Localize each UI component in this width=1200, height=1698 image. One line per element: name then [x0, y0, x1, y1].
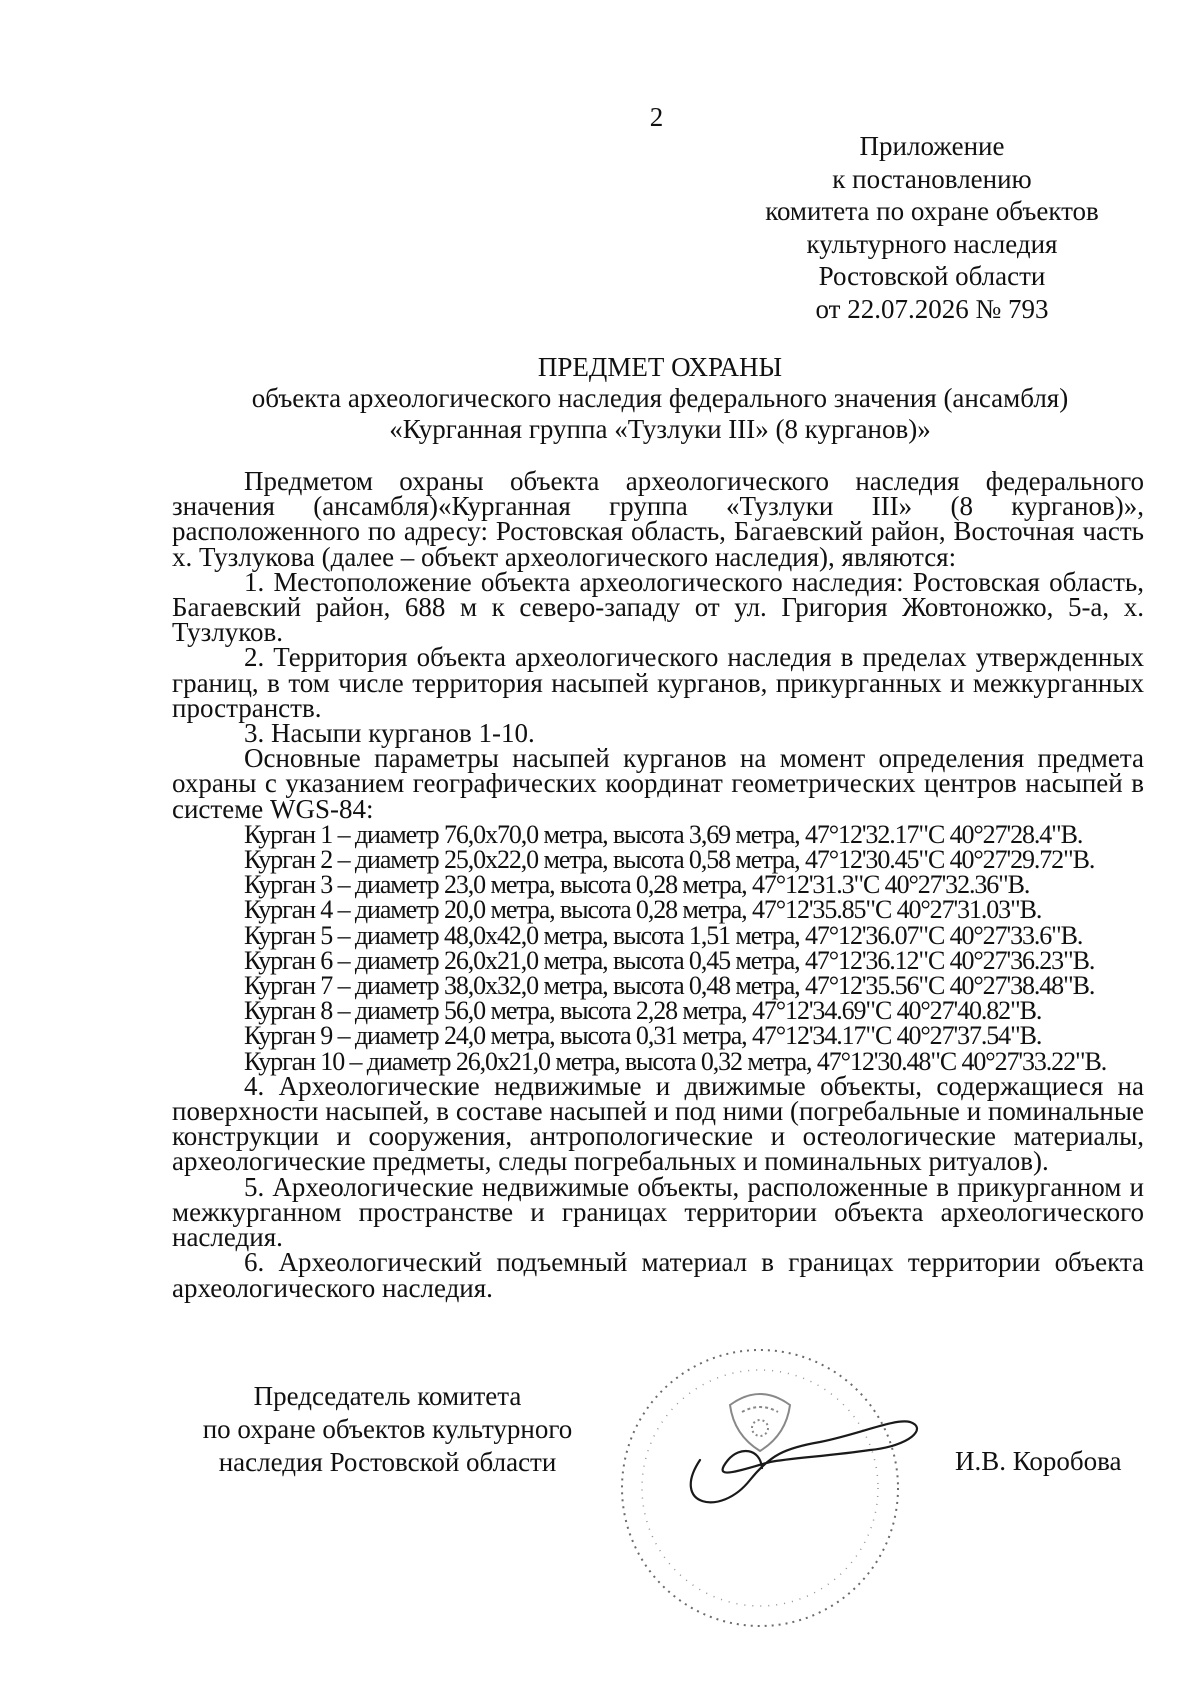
- appendix-date-number: от 22.07.2026 № 793: [815, 293, 1049, 324]
- kurgan-line: Курган 6 – диаметр 26,0х21,0 метра, высота 0,45 метра, 47°12'36.12"С 40°27'36.23"В.: [244, 945, 1095, 975]
- appendix-line: к постановлению: [832, 163, 1032, 194]
- kurgan-line: Курган 8 – диаметр 56,0 метра, высота 2,28 метра, 47°12'34.69"С 40°27'40.82"В.: [244, 996, 1042, 1026]
- signer-title-line: по охране объектов культурного: [202, 1414, 573, 1444]
- item-mounds: 3. Насыпи курганов 1-10.: [244, 718, 535, 749]
- appendix-line: комитета по охране объектов: [765, 196, 1099, 226]
- appendix-line: культурного наследия: [806, 228, 1058, 259]
- title-heading: ПРЕДМЕТ ОХРАНЫ: [537, 352, 783, 382]
- item-archaeological-objects: 4. Археологические недвижимые и движимые объекты, содержащиеся на поверхности насыпей, в составе насыпей и под ними (погребальные и поминальные конструкции и сооружения, антропологические и остеологические материалы, археологические предметы, следы погребальных и поминальных ритуалов).: [172, 1070, 1144, 1177]
- signer-title-line: наследия Ростовской области: [218, 1447, 557, 1477]
- page-number: 2: [649, 102, 664, 132]
- item-location: 1. Местоположение объекта археологического наследия: Ростовская область, Багаевский район, 688 м к северо-западу от ул. Григория Жовтоножко, 5-а, х. Тузлуков.: [172, 566, 1144, 648]
- item-immovable-objects: 5. Археологические недвижимые объекты, расположенные в прикурганном и межкурганном пространстве и границах территории объекта археологического наследия.: [172, 1171, 1144, 1253]
- appendix-line: Ростовской области: [818, 261, 1046, 291]
- item-territory: 2. Территория объекта археологического наследия в пределах утвержденных границ, в том числе территория насыпей курганов, прикурганных и межкурганных пространств.: [172, 642, 1144, 723]
- intro-paragraph: Предметом охраны объекта археологического наследия федерального значения (ансамбля)«Курганная группа «Тузлуки III» (8 курганов)», расположенного по адресу: Ростовская область, Багаевский район, Восточная часть х. Тузлукова (далее – объект археологического наследия), являются:: [172, 466, 1144, 572]
- kurgan-line: Курган 9 – диаметр 24,0 метра, высота 0,31 метра, 47°12'34.17"С 40°27'37.54"В.: [244, 1021, 1042, 1051]
- kurgan-line: Курган 4 – диаметр 20,0 метра, высота 0,28 метра, 47°12'35.85"С 40°27'31.03"В.: [244, 895, 1042, 925]
- signer-title-line: Председатель комитета: [253, 1381, 522, 1411]
- coat-of-arms-emblem: [730, 1394, 790, 1451]
- appendix-line: Приложение: [859, 131, 1005, 161]
- kurgan-line: Курган 2 – диаметр 25,0х22,0 метра, высота 0,58 метра, 47°12'30.45"С 40°27'29.72"В.: [244, 845, 1095, 875]
- appendix-block: [742, 130, 1122, 325]
- params-paragraph: Основные параметры насыпей курганов на момент определения предмета охраны с указанием географических координат геометрических центров насыпей в системе WGS-84:: [172, 743, 1144, 824]
- handwritten-signature: [691, 1421, 917, 1502]
- title-subline: «Курганная группа «Тузлуки III» (8 курганов)»: [389, 414, 931, 444]
- kurgan-line: Курган 7 – диаметр 38,0х32,0 метра, высота 0,48 метра, 47°12'35.56"С 40°27'38.48"В.: [244, 971, 1095, 1001]
- document-body: [172, 466, 1144, 1303]
- stamp-inner-ring: [642, 1370, 878, 1606]
- signer-title: [185, 1380, 590, 1479]
- title-subline: объекта археологического наследия федерального значения (ансамбля): [251, 383, 1069, 413]
- official-stamp-and-signature: [610, 1330, 940, 1640]
- item-surface-material: 6. Археологический подъемный материал в границах территории объекта археологического наследия.: [172, 1247, 1144, 1303]
- kurgan-line: Курган 1 – диаметр 76,0х70,0 метра, высота 3,69 метра, 47°12'32.17"С 40°27'28.4"В.: [244, 819, 1083, 849]
- stamp-outer-ring: [622, 1350, 898, 1626]
- kurgan-line: Курган 3 – диаметр 23,0 метра, высота 0,28 метра, 47°12'31.3"С 40°27'32.36"В.: [244, 870, 1030, 900]
- document-title: [150, 352, 1170, 445]
- signer-name: И.В. Коробова: [955, 1446, 1122, 1476]
- kurgan-line: Курган 10 – диаметр 26,0х21,0 метра, высота 0,32 метра, 47°12'30.48"С 40°27'33.22"В.: [244, 1046, 1107, 1076]
- kurgan-line: Курган 5 – диаметр 48,0х42,0 метра, высота 1,51 метра, 47°12'36.07"С 40°27'33.6"В.: [244, 920, 1083, 950]
